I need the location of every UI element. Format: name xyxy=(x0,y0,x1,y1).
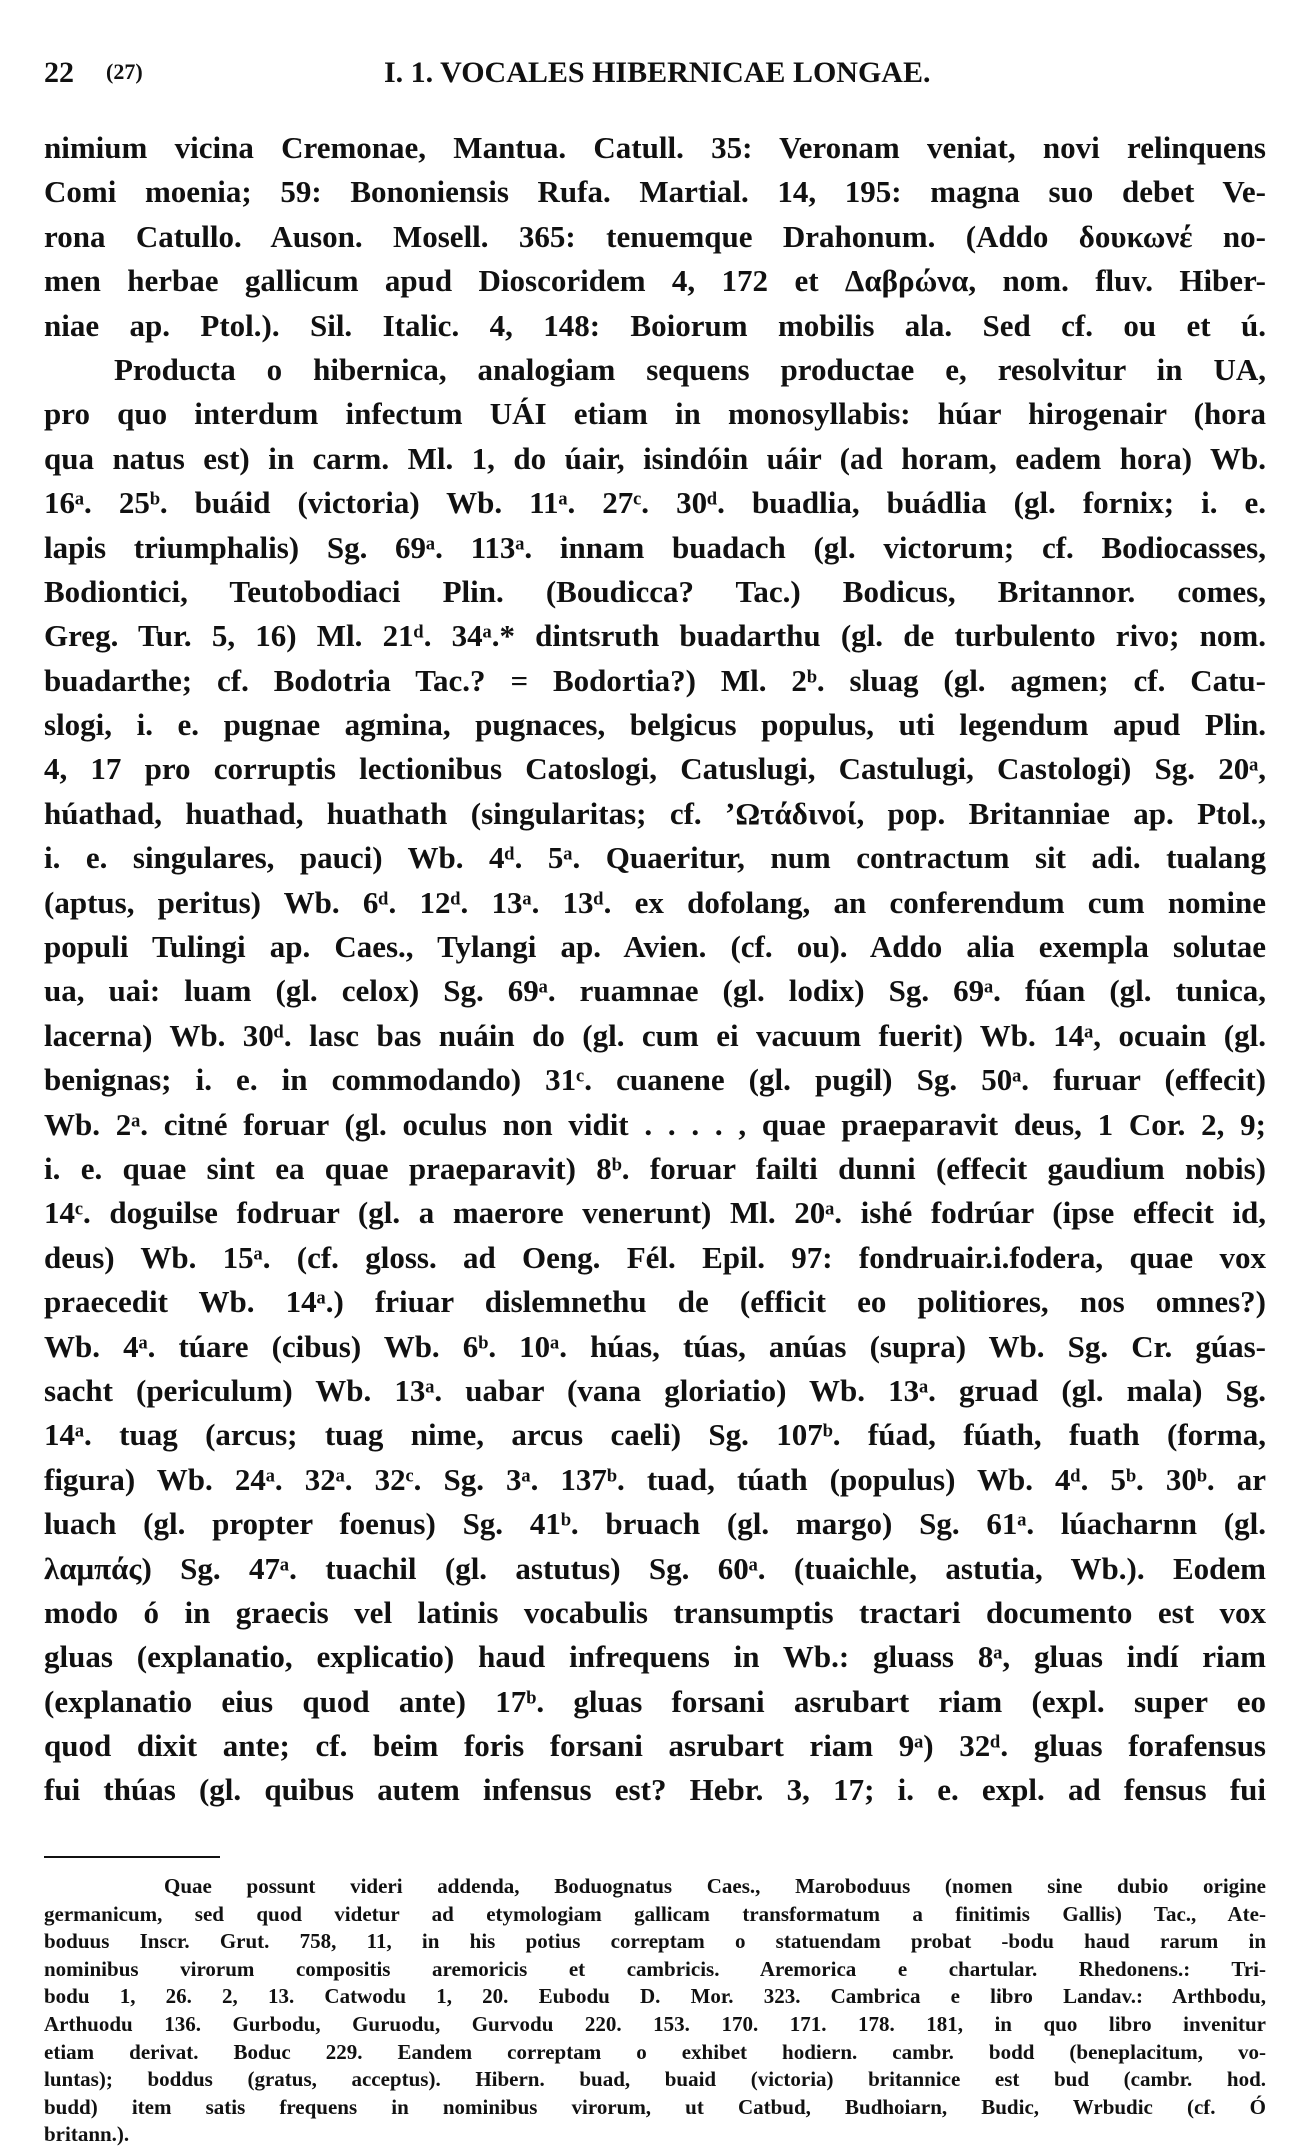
text-line: 16ᵃ. 25ᵇ. buáid (victoria) Wb. 11ᵃ. 27ᶜ. 30ᵈ. buadlia, buádlia (gl. fornix; i. e. xyxy=(44,485,1266,521)
text-line: 4, 17 pro corruptis lectionibus Catoslogi, Catuslugi, Castulugi, Castologi) Sg. 20ᵃ, xyxy=(44,751,1266,787)
text-line: pro quo interdum infectum UÁI etiam in monosyllabis: húar hirogenair (hora xyxy=(44,396,1266,432)
text-line: λαμπάς) Sg. 47ᵃ. tuachil (gl. astutus) Sg. 60ᵃ. (tuaichle, astutia, Wb.). Eodem xyxy=(44,1550,1266,1586)
text-line: niae ap. Ptol.). Sil. Italic. 4, 148: Boiorum mobilis ala. Sed cf. ou et ú. xyxy=(44,307,1266,343)
text-line: i. e. singulares, pauci) Wb. 4ᵈ. 5ᵃ. Quaeritur, num contractum sit adi. tualang xyxy=(44,840,1266,876)
main-text xyxy=(44,126,1266,1813)
text-line: gluas (explanatio, explicatio) haud infrequens in Wb.: gluass 8ᵃ, gluas indí riam xyxy=(44,1639,1266,1675)
text-line: lacerna) Wb. 30ᵈ. lasc bas nuáin do (gl. cum ei vacuum fuerit) Wb. 14ᵃ, ocuain (gl. xyxy=(44,1017,1266,1053)
footnote-line: bodu 1, 26. 2, 13. Catwodu 1, 20. Eubodu D. Mor. 323. Cambrica e libro Landav.: Arthbodu, xyxy=(44,1984,1266,2009)
text-line: (aptus, peritus) Wb. 6ᵈ. 12ᵈ. 13ᵃ. 13ᵈ. ex dofolang, an conferendum cum nomine xyxy=(44,884,1266,920)
footnote-line: britann.). xyxy=(44,2122,130,2147)
text-line: (explanatio eius quod ante) 17ᵇ. gluas forsani asrubart riam (expl. super eo xyxy=(44,1683,1266,1719)
text-line: Bodiontici, Teutobodiaci Plin. (Boudicca? Tac.) Bodicus, Britannor. comes, xyxy=(44,573,1266,609)
text-line: 14ᶜ. doguilse fodruar (gl. a maerore venerunt) Ml. 20ᵃ. ishé fodrúar (ipse effecit id, xyxy=(44,1195,1266,1231)
text-line: luach (gl. propter foenus) Sg. 41ᵇ. bruach (gl. margo) Sg. 61ᵃ. lúacharnn (gl. xyxy=(44,1506,1266,1542)
text-line: slogi, i. e. pugnae agmina, pugnaces, belgicus populus, uti legendum apud Plin. xyxy=(44,707,1266,743)
footnote-line: Arthuodu 136. Gurbodu, Guruodu, Gurvodu 220. 153. 170. 171. 178. 181, in quo libro invenitur xyxy=(44,2011,1266,2036)
text-line: nimium vicina Cremonae, Mantua. Catull. 35: Veronam veniat, novi relinquens xyxy=(44,130,1266,165)
text-line: populi Tulingi ap. Caes., Tylangi ap. Avien. (cf. ou). Addo alia exempla solutae xyxy=(44,929,1266,965)
text-line: lapis triumphalis) Sg. 69ᵃ. 113ᵃ. innam buadach (gl. victorum; cf. Bodiocasses, xyxy=(44,529,1266,565)
footnote-line: budd) item satis frequens in nominibus virorum, ut Catbud, Budhoiarn, Budic, Wrbudic (cf. Ó xyxy=(44,2094,1266,2119)
footnote-line: Quae possunt videri addenda, Boduognatus Caes., Maroboduus (nomen sine dubio origine xyxy=(164,1874,1266,1898)
page-number: 22 xyxy=(44,56,74,89)
text-line: buadarthe; cf. Bodotria Tac.? = Bodortia?) Ml. 2ᵇ. sluag (gl. agmen; cf. Catu- xyxy=(44,662,1266,698)
footnote-line: nominibus virorum compositis aremoricis et cambricis. Aremorica e chartular. Rhedonens.: Tri- xyxy=(44,1956,1266,1981)
text-line: húathad, huathad, huathath (singularitas; cf. ʼΩτάδινοί, pop. Britanniae ap. Ptol., xyxy=(44,795,1266,831)
text-line: ua, uai: luam (gl. celox) Sg. 69ᵃ. ruamnae (gl. lodix) Sg. 69ᵃ. fúan (gl. tunica, xyxy=(44,973,1266,1009)
text-line: sacht (periculum) Wb. 13ᵃ. uabar (vana gloriatio) Wb. 13ᵃ. gruad (gl. mala) Sg. xyxy=(44,1372,1266,1408)
text-line: Wb. 2ᵃ. citné foruar (gl. oculus non vidit . . . . , quae praeparavit deus, 1 Cor. 2, 9; xyxy=(44,1106,1266,1142)
text-line: men herbae gallicum apud Dioscoridem 4, 172 et Δαβρώνα, nom. fluv. Hiber- xyxy=(44,263,1266,299)
footnote-line: etiam derivat. Boduc 229. Eandem correptam o exhibet hodiern. cambr. bodd (beneplacitum, vo- xyxy=(44,2039,1266,2064)
text-line: Producta o hibernica, analogiam sequens productae e, resolvitur in UA, xyxy=(114,351,1266,387)
footnote-line: germanicum, sed quod videtur ad etymologiam gallicam transformatum a finitimis Gallis) Tac., Ate- xyxy=(44,1901,1266,1926)
footnote-line: boduus Inscr. Grut. 758, 11, in his potius correptam o statuendam probat -bodu haud rarum in xyxy=(44,1929,1266,1954)
footnote xyxy=(44,1873,1266,2149)
text-line: Greg. Tur. 5, 16) Ml. 21ᵈ. 34ᵃ.* dintsruth buadarthu (gl. de turbulento rivo; nom. xyxy=(44,618,1266,654)
text-line: modo ó in graecis vel latinis vocabulis transumptis tractari documento est vox xyxy=(44,1594,1266,1630)
text-line: praecedit Wb. 14ᵃ.) friuar dislemnethu de (efficit eo politiores, nos omnes?) xyxy=(44,1284,1266,1320)
text-line: figura) Wb. 24ᵃ. 32ᵃ. 32ᶜ. Sg. 3ᵃ. 137ᵇ. tuad, túath (populus) Wb. 4ᵈ. 5ᵇ. 30ᵇ. ar xyxy=(44,1461,1266,1497)
section-reference: (27) xyxy=(106,59,143,84)
text-line: i. e. quae sint ea quae praeparavit) 8ᵇ. foruar failti dunni (effecit gaudium nobis) xyxy=(44,1150,1266,1186)
text-line: benignas; i. e. in commodando) 31ᶜ. cuanene (gl. pugil) Sg. 50ᵃ. furuar (effecit) xyxy=(44,1062,1266,1098)
text-line: rona Catullo. Auson. Mosell. 365: tenuemque Drahonum. (Addo δουκωνέ no- xyxy=(44,218,1266,254)
page-title: I. 1. VOCALES HIBERNICAE LONGAE. xyxy=(384,56,931,89)
running-header xyxy=(44,56,1262,96)
text-line: fui thúas (gl. quibus autem infensus est? Hebr. 3, 17; i. e. expl. ad fensus fui xyxy=(44,1772,1266,1808)
text-line: Comi moenia; 59: Bononiensis Rufa. Martial. 14, 195: magna suo debet Ve- xyxy=(44,174,1266,210)
footnote-line: luntas); boddus (gratus, acceptus). Hibern. buad, buaid (victoria) britannice est bud (cambr. hod. xyxy=(44,2067,1266,2092)
text-line: quod dixit ante; cf. beim foris forsani asrubart riam 9ᵃ) 32ᵈ. gluas forafensus xyxy=(44,1728,1266,1764)
footnote-divider xyxy=(44,1856,220,1858)
text-line: Wb. 4ᵃ. túare (cibus) Wb. 6ᵇ. 10ᵃ. húas, túas, anúas (supra) Wb. Sg. Cr. gúas- xyxy=(44,1328,1266,1364)
text-line: deus) Wb. 15ᵃ. (cf. gloss. ad Oeng. Fél. Epil. 97: fondruair.i.fodera, quae vox xyxy=(44,1239,1266,1275)
text-line: 14ᵃ. tuag (arcus; tuag nime, arcus caeli) Sg. 107ᵇ. fúad, fúath, fuath (forma, xyxy=(44,1417,1266,1453)
text-line: qua natus est) in carm. Ml. 1, do úair, isindóin uáir (ad horam, eadem hora) Wb. xyxy=(44,440,1266,476)
